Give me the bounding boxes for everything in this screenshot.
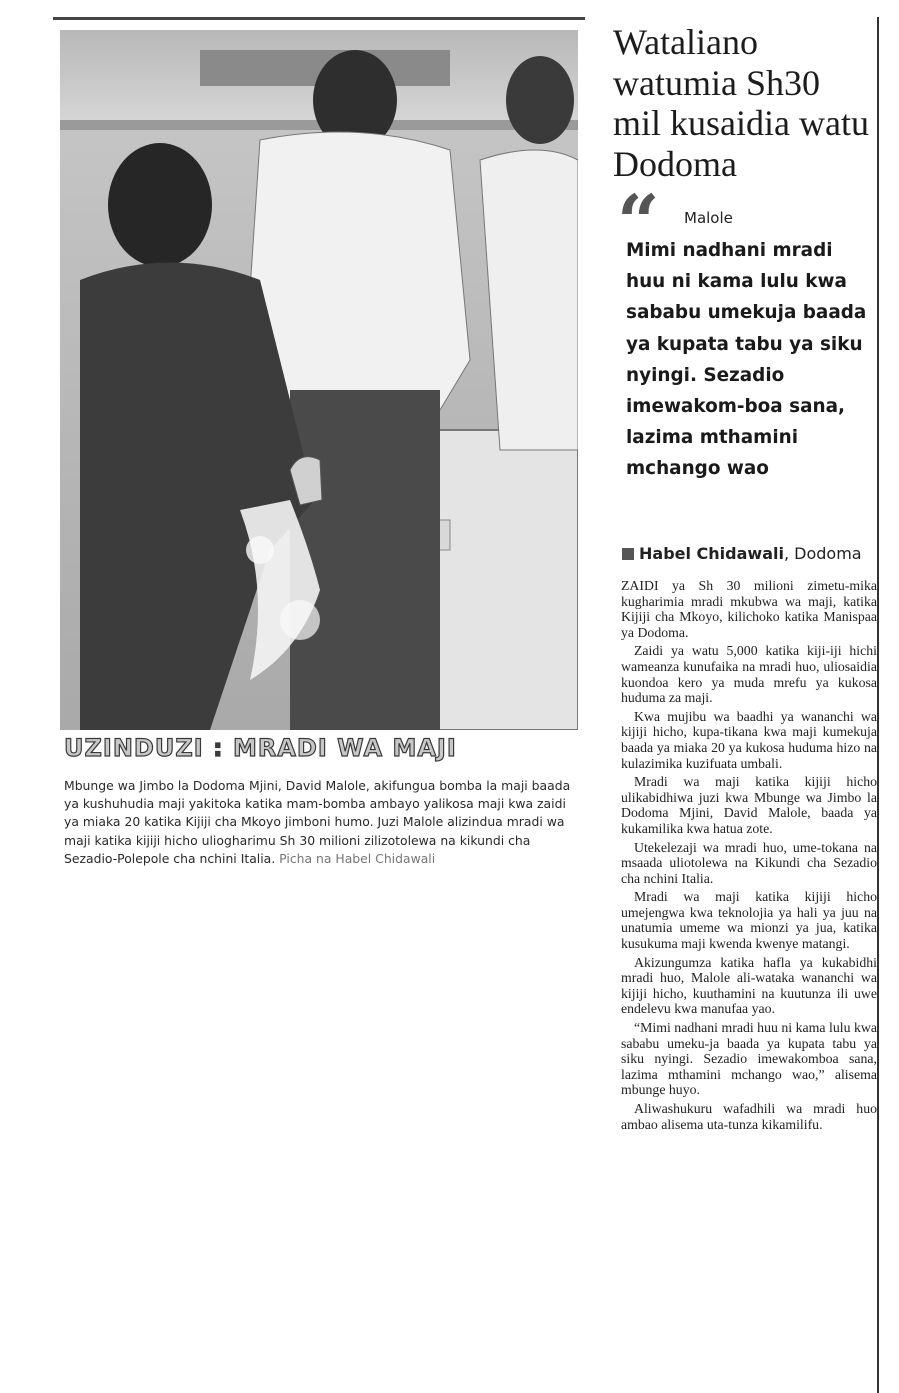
photo-heading (64, 734, 578, 762)
body-paragraph: Kwa mujibu wa baadhi ya wananchi wa kijiji hicho, kupa-tikana kwa maji kumekuja baada ya miaka 20 ya kukosa huduma hizo na kulazimika kuzifuata umbali. (621, 708, 877, 771)
news-photo (60, 30, 578, 730)
photo-heading-word1: UZINDUZI (64, 734, 204, 762)
body-paragraph: Mradi wa maji katika kijiji hicho umejengwa kwa teknolojia ya hali ya juu na unatumia umeme wa mionzi ya jua, katika kusukuma maji kwenda kwenye matangi. (621, 889, 877, 952)
byline-author: Habel Chidawali (639, 544, 784, 563)
pull-quote: Mimi nadhani mradi huu ni kama lulu kwa sababu umekuja baada ya kupata tabu ya siku nyingi. Sezadio imewakom-boa sana, lazima mthamini mchango wao (626, 240, 867, 480)
body-paragraph: “Mimi nadhani mradi huu ni kama lulu kwa sababu umeku-ja baada ya kupata tabu ya siku nyingi. Sezadio imewakomboa sana, lazima mthamini mchango wao,” alisema mbunge huyo. (621, 1020, 877, 1098)
photo-caption (64, 777, 579, 868)
caption-text: Mbunge wa Jimbo la Dodoma Mjini, David Malole, akifungua bomba la maji baada ya kushuhudia maji yakitoka katika mam-bomba ambayo yalikosa maji kwa zaidi ya miaka 20 katika Kijiji cha Mkoyo jimboni humo. Juzi Malole alizindua mradi wa maji katika kijiji hicho uliogharimu Sh 30 milioni zilizotolewa na kikundi cha Sezadio-Polepole cha nchini Italia. (64, 778, 571, 866)
byline-location: , Dodoma (783, 544, 862, 563)
caption-credit: Picha na Habel Chidawali (279, 850, 436, 866)
quote-mark-icon: “ (617, 180, 660, 266)
photo-illustration (60, 30, 578, 730)
body-paragraph: Utekelezaji wa mradi huo, ume-tokana na msaada uliotolewa na Kikundi cha Sezadio cha nchini Italia. (621, 839, 877, 886)
body-paragraph: Zaidi ya watu 5,000 katika kiji-iji hichi wameanza kunufaika na mradi huo, uliosaidia kuondoa kero ya muda mrefu ya kukosa huduma za maji. (621, 643, 877, 706)
photo-heading-colon: : (213, 734, 224, 762)
byline (622, 544, 877, 563)
byline-square-icon (622, 548, 634, 560)
article-headline: Wataliano watumia Sh30 mil kusaidia watu Dodoma (613, 22, 869, 184)
body-paragraph: Aliwashukuru wafadhili wa mradi huo ambao alisema uta-tunza kikamilifu. (621, 1101, 877, 1132)
body-paragraph: Akizungumza katika hafla ya kukabidhi mradi huo, Malole ali-wataka wananchi wa kijiji hicho, kuuthamini na kuutunza ili uwe endelevu kwa manufaa yao. (621, 954, 877, 1017)
quote-attribution: Malole (684, 209, 733, 227)
column-rule (877, 17, 879, 1393)
article-body (621, 578, 877, 1135)
photo-heading-word2: MRADI WA MAJI (232, 734, 457, 762)
body-paragraph: ZAIDI ya Sh 30 milioni zimetu-mika kugharimia mradi mkubwa wa maji, katika Kijiji cha Mkoyo, kilichoko katika Manispaa ya Dodoma. (621, 578, 877, 640)
body-paragraph: Mradi wa maji katika kijiji hicho ulikabidhiwa juzi kwa Mbunge wa Jimbo la Dodoma Mjini, David Malole, baada ya kukamilika kwa hatua zote. (621, 774, 877, 836)
